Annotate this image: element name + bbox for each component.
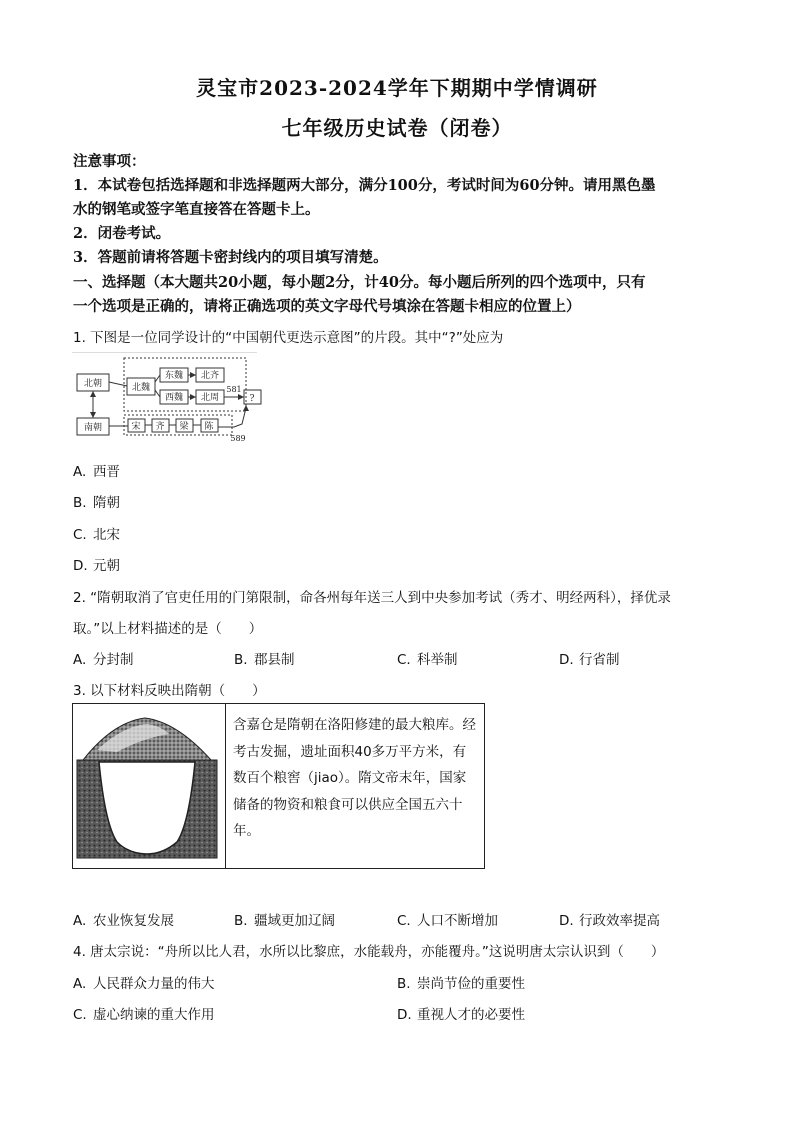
q2-stem-line1: 2. “隋朝取消了官吏任用的门第限制，命各州每年送三人到中央参加考试（秀才、明经两科），择优录 <box>73 590 671 606</box>
label-liang: 梁 <box>179 422 189 432</box>
label-beichao: 北朝 <box>83 379 103 389</box>
notice-item-3: 3．答题前请将答题卡密封线内的项目填写清楚。 <box>73 249 388 266</box>
q2-option-b[interactable]: B. 郡县制 <box>234 652 295 668</box>
label-dongwei: 东魏 <box>164 371 184 381</box>
q2-option-c[interactable]: C. 科举制 <box>397 652 458 668</box>
q1-option-a[interactable]: A. 西晋 <box>73 464 120 480</box>
label-qi: 齐 <box>155 422 165 432</box>
q3-option-a[interactable]: A. 农业恢复发展 <box>73 913 174 929</box>
notice-item-1a: 1．本试卷包括选择题和非选择题两大部分，满分100分，考试时间为60分钟。请用黑色墨 <box>73 177 656 194</box>
q4-option-b[interactable]: B. 崇尚节俭的重要性 <box>397 976 525 992</box>
q1-option-d[interactable]: D. 元朝 <box>73 558 120 574</box>
exam-subtitle: 七年级历史试卷（闭卷） <box>281 116 513 140</box>
label-nanchao: 南朝 <box>83 423 103 433</box>
label-question: ? <box>249 394 255 404</box>
label-beizhou: 北周 <box>200 393 220 403</box>
q4-stem: 4. 唐太宗说：“舟所以比人君，水所以比黎庶，水能载舟，亦能覆舟。”这说明唐太宗认识到（ ） <box>73 944 665 960</box>
notice-heading: 注意事项： <box>73 153 146 170</box>
section-heading-line1: 一、选择题（本大题共20小题，每小题2分，计40分。每小题后所列的四个选项中，只有 <box>73 274 646 291</box>
label-chen: 陈 <box>204 422 214 432</box>
q3-option-c[interactable]: C. 人口不断增加 <box>397 913 498 929</box>
label-beiwei: 北魏 <box>131 383 151 393</box>
q2-option-a[interactable]: A. 分封制 <box>73 652 134 668</box>
label-xiwei: 西魏 <box>164 393 184 403</box>
q4-option-a[interactable]: A. 人民群众力量的伟大 <box>73 976 215 992</box>
label-589: 589 <box>230 434 246 443</box>
label-beiqi: 北齐 <box>200 371 220 381</box>
granary-pit-icon <box>73 704 225 868</box>
notice-item-1b: 水的钢笔或签字笔直接答在答题卡上。 <box>73 201 320 218</box>
granary-illustration <box>73 704 226 868</box>
q3-option-b[interactable]: B. 疆域更加辽阔 <box>234 913 335 929</box>
q3-material-table <box>72 703 485 869</box>
q2-stem-line2: 取。”以上材料描述的是（ ） <box>73 621 263 637</box>
exam-title: 灵宝市2023-2024学年下期期中学情调研 <box>196 76 598 100</box>
q3-option-d[interactable]: D. 行政效率提高 <box>559 913 660 929</box>
notice-item-2: 2．闭卷考试。 <box>73 225 171 242</box>
q2-option-d[interactable]: D. 行省制 <box>559 652 620 668</box>
section-heading-line2: 一个选项是正确的，请将正确选项的英文字母代号填涂在答题卡相应的位置上） <box>73 298 581 315</box>
q4-option-d[interactable]: D. 重视人才的必要性 <box>397 1007 525 1023</box>
label-581: 581 <box>226 385 242 394</box>
q1-stem: 1. 下图是一位同学设计的“中国朝代更迭示意图”的片段。其中“?”处应为 <box>73 330 504 346</box>
dynasty-diagram <box>72 352 272 444</box>
q3-material-text: 含嘉仓是隋朝在洛阳修建的最大粮库。经考古发掘，遗址面积40多万平方米，有数百个粮窖（jiao）。隋文帝末年，国家储备的物资和粮食可以供应全国五六十年。 <box>233 717 476 839</box>
q1-option-c[interactable]: C. 北宋 <box>73 527 120 543</box>
q1-option-b[interactable]: B. 隋朝 <box>73 495 120 511</box>
label-song: 宋 <box>131 422 141 432</box>
q4-option-c[interactable]: C. 虚心纳谏的重大作用 <box>73 1007 215 1023</box>
q3-stem: 3. 以下材料反映出隋朝（ ） <box>73 683 266 699</box>
